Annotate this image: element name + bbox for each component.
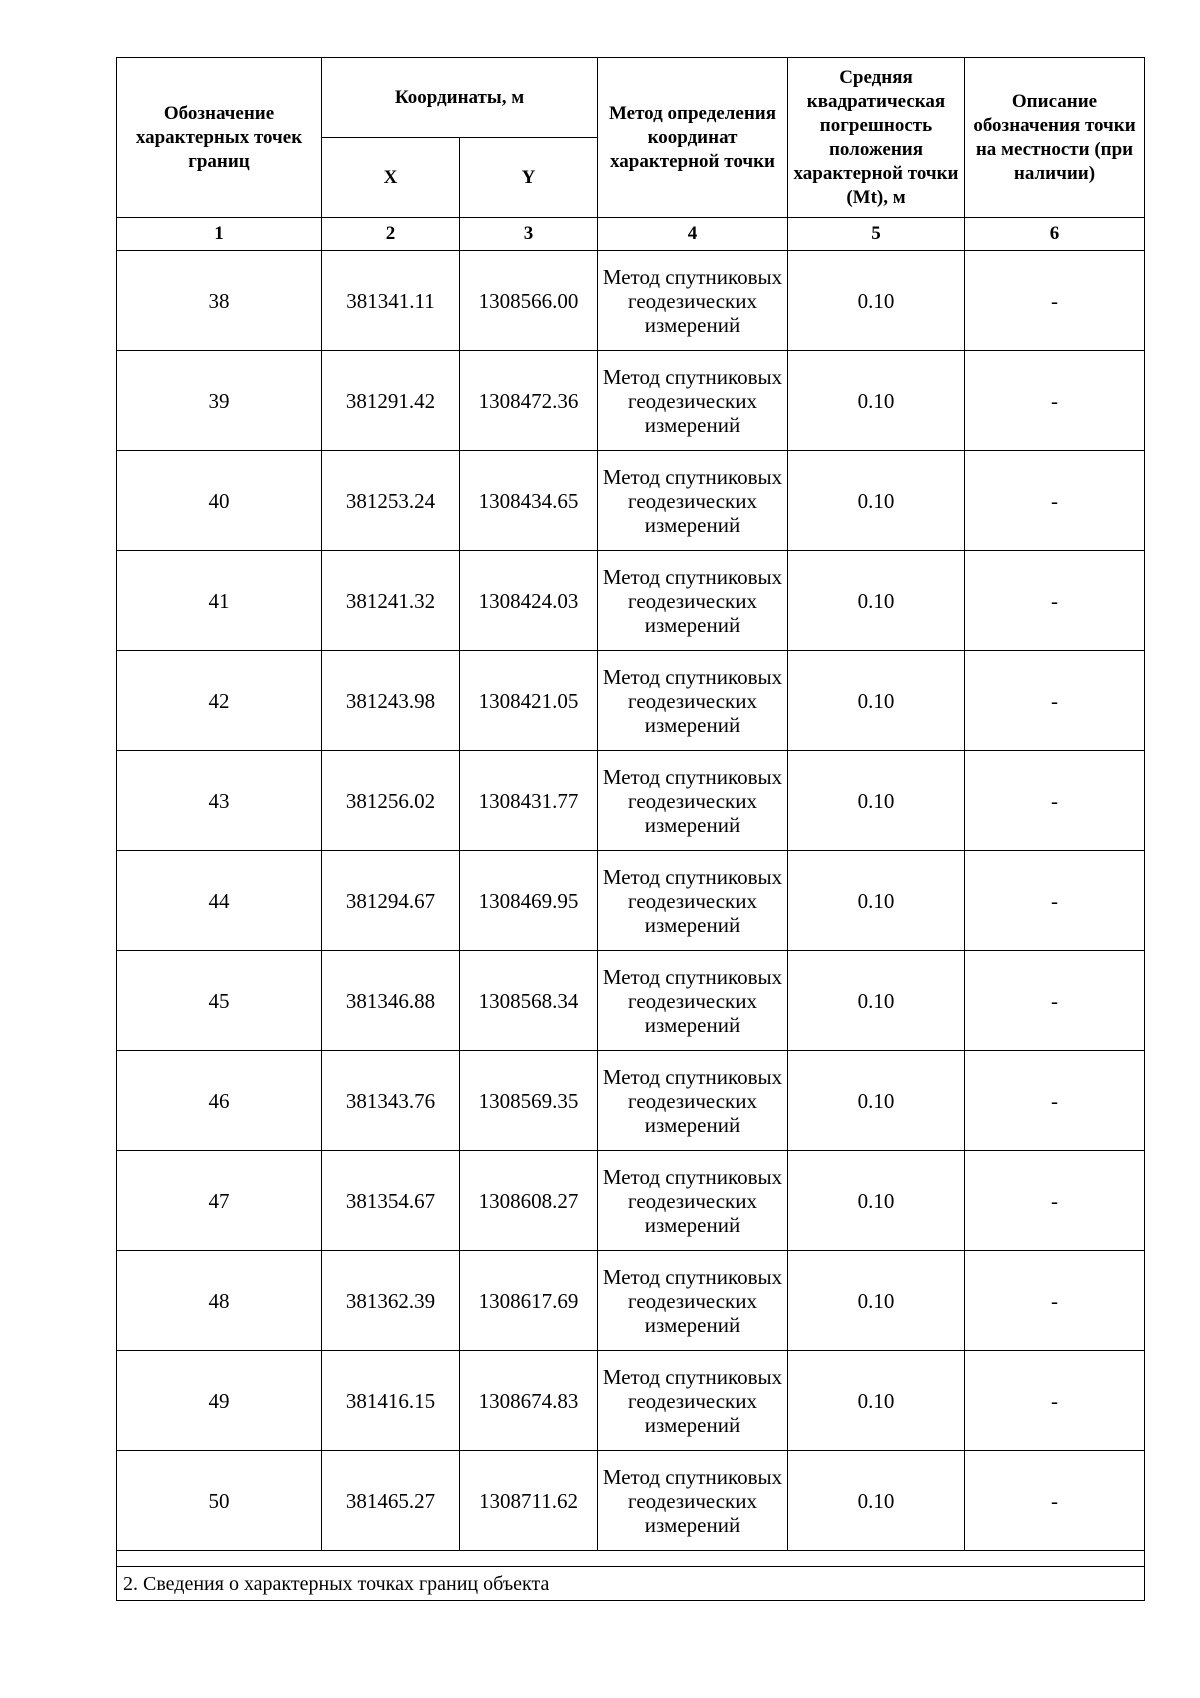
column-number: 2 xyxy=(322,218,460,251)
cell-y: 1308674.83 xyxy=(460,1351,598,1451)
column-number: 3 xyxy=(460,218,598,251)
cell-method: Метод спутниковых геодезических измерений xyxy=(598,951,788,1051)
cell-method: Метод спутниковых геодезических измерений xyxy=(598,1151,788,1251)
cell-method: Метод спутниковых геодезических измерений xyxy=(598,1051,788,1151)
table-row xyxy=(117,851,1145,951)
cell-x: 381362.39 xyxy=(322,1251,460,1351)
footer-row xyxy=(117,1567,1145,1601)
cell-error: 0.10 xyxy=(788,551,965,651)
cell-point: 38 xyxy=(117,251,322,351)
coordinates-table xyxy=(116,57,1145,1601)
cell-y: 1308469.95 xyxy=(460,851,598,951)
cell-point: 43 xyxy=(117,751,322,851)
cell-point: 45 xyxy=(117,951,322,1051)
cell-x: 381343.76 xyxy=(322,1051,460,1151)
cell-y: 1308431.77 xyxy=(460,751,598,851)
cell-point: 47 xyxy=(117,1151,322,1251)
column-number: 1 xyxy=(117,218,322,251)
cell-y: 1308424.03 xyxy=(460,551,598,651)
section-caption: 2. Сведения о характерных точках границ объекта xyxy=(117,1567,1145,1601)
cell-point: 44 xyxy=(117,851,322,951)
cell-method: Метод спутниковых геодезических измерений xyxy=(598,751,788,851)
cell-description: - xyxy=(965,551,1145,651)
cell-x: 381416.15 xyxy=(322,1351,460,1451)
document-page xyxy=(116,57,1144,1601)
cell-description: - xyxy=(965,851,1145,951)
table-row xyxy=(117,551,1145,651)
cell-y: 1308608.27 xyxy=(460,1151,598,1251)
header-error: Средняя квадратическая погрешность положения характерной точки (Mt), м xyxy=(788,58,965,218)
cell-error: 0.10 xyxy=(788,751,965,851)
cell-point: 50 xyxy=(117,1451,322,1551)
cell-x: 381241.32 xyxy=(322,551,460,651)
cell-description: - xyxy=(965,1051,1145,1151)
cell-x: 381294.67 xyxy=(322,851,460,951)
cell-error: 0.10 xyxy=(788,451,965,551)
table-row xyxy=(117,251,1145,351)
column-number: 5 xyxy=(788,218,965,251)
cell-x: 381256.02 xyxy=(322,751,460,851)
cell-error: 0.10 xyxy=(788,1351,965,1451)
cell-error: 0.10 xyxy=(788,1451,965,1551)
cell-error: 0.10 xyxy=(788,1151,965,1251)
cell-point: 46 xyxy=(117,1051,322,1151)
cell-description: - xyxy=(965,1151,1145,1251)
cell-y: 1308711.62 xyxy=(460,1451,598,1551)
cell-description: - xyxy=(965,651,1145,751)
cell-point: 40 xyxy=(117,451,322,551)
cell-y: 1308434.65 xyxy=(460,451,598,551)
cell-error: 0.10 xyxy=(788,351,965,451)
cell-description: - xyxy=(965,1451,1145,1551)
header-method: Метод определения координат характерной точки xyxy=(598,58,788,218)
cell-method: Метод спутниковых геодезических измерений xyxy=(598,1251,788,1351)
header-y: Y xyxy=(460,138,598,218)
header-point: Обозначение характерных точек границ xyxy=(117,58,322,218)
cell-point: 42 xyxy=(117,651,322,751)
cell-x: 381253.24 xyxy=(322,451,460,551)
cell-point: 39 xyxy=(117,351,322,451)
cell-y: 1308421.05 xyxy=(460,651,598,751)
cell-method: Метод спутниковых геодезических измерений xyxy=(598,851,788,951)
cell-error: 0.10 xyxy=(788,851,965,951)
cell-x: 381243.98 xyxy=(322,651,460,751)
table-row xyxy=(117,751,1145,851)
cell-y: 1308568.34 xyxy=(460,951,598,1051)
cell-description: - xyxy=(965,251,1145,351)
cell-x: 381354.67 xyxy=(322,1151,460,1251)
cell-y: 1308617.69 xyxy=(460,1251,598,1351)
cell-method: Метод спутниковых геодезических измерений xyxy=(598,451,788,551)
cell-point: 41 xyxy=(117,551,322,651)
cell-method: Метод спутниковых геодезических измерений xyxy=(598,651,788,751)
cell-x: 381465.27 xyxy=(322,1451,460,1551)
table-row xyxy=(117,1051,1145,1151)
cell-x: 381346.88 xyxy=(322,951,460,1051)
cell-error: 0.10 xyxy=(788,1051,965,1151)
table-row xyxy=(117,651,1145,751)
header-coords: Координаты, м xyxy=(322,58,598,138)
cell-description: - xyxy=(965,1251,1145,1351)
cell-description: - xyxy=(965,451,1145,551)
cell-description: - xyxy=(965,951,1145,1051)
table-row xyxy=(117,951,1145,1051)
cell-y: 1308566.00 xyxy=(460,251,598,351)
cell-method: Метод спутниковых геодезических измерений xyxy=(598,351,788,451)
table-row xyxy=(117,351,1145,451)
cell-description: - xyxy=(965,751,1145,851)
cell-error: 0.10 xyxy=(788,1251,965,1351)
cell-x: 381291.42 xyxy=(322,351,460,451)
cell-method: Метод спутниковых геодезических измерений xyxy=(598,551,788,651)
header-description: Описание обозначения точки на местности (при наличии) xyxy=(965,58,1145,218)
column-number: 4 xyxy=(598,218,788,251)
table-row xyxy=(117,1451,1145,1551)
cell-error: 0.10 xyxy=(788,251,965,351)
spacer-row xyxy=(117,1551,1145,1567)
cell-error: 0.10 xyxy=(788,651,965,751)
cell-error: 0.10 xyxy=(788,951,965,1051)
header-x: X xyxy=(322,138,460,218)
cell-description: - xyxy=(965,1351,1145,1451)
cell-point: 49 xyxy=(117,1351,322,1451)
cell-description: - xyxy=(965,351,1145,451)
cell-point: 48 xyxy=(117,1251,322,1351)
cell-method: Метод спутниковых геодезических измерений xyxy=(598,1351,788,1451)
table-header xyxy=(117,58,1145,251)
table-row xyxy=(117,1151,1145,1251)
table-row xyxy=(117,1251,1145,1351)
cell-y: 1308472.36 xyxy=(460,351,598,451)
table-row xyxy=(117,451,1145,551)
cell-y: 1308569.35 xyxy=(460,1051,598,1151)
cell-x: 381341.11 xyxy=(322,251,460,351)
table-body xyxy=(117,251,1145,1551)
cell-method: Метод спутниковых геодезических измерений xyxy=(598,251,788,351)
column-number-row xyxy=(117,218,1145,251)
column-number: 6 xyxy=(965,218,1145,251)
cell-method: Метод спутниковых геодезических измерений xyxy=(598,1451,788,1551)
table-row xyxy=(117,1351,1145,1451)
